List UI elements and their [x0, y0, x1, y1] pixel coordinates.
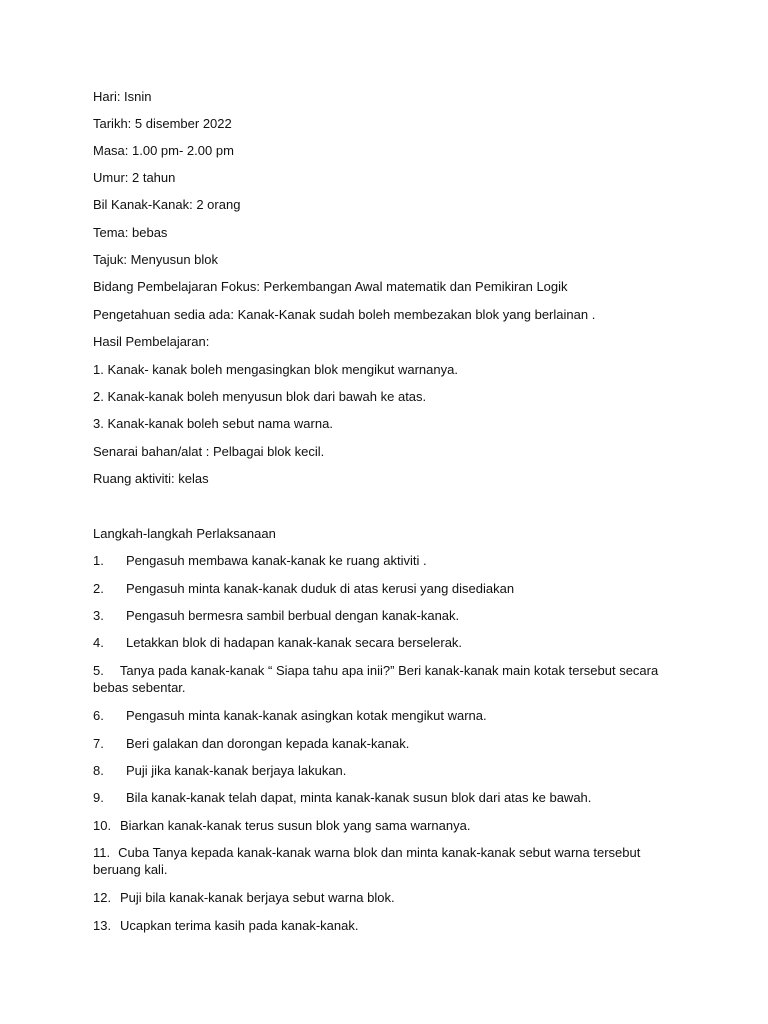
steps-heading: Langkah-langkah Perlaksanaan — [93, 526, 276, 541]
learning-outcomes-heading: Hasil Pembelajaran: — [93, 334, 210, 349]
theme-line: Tema: bebas — [93, 225, 168, 240]
step-item — [93, 707, 487, 724]
step-number: 2. — [93, 581, 104, 596]
step-item — [93, 607, 459, 624]
step-number: 10. — [93, 818, 112, 833]
step-text: Tanya pada kanak-kanak “ Siapa tahu apa inii?” Beri kanak-kanak main kotak tersebut secara bebas sebentar. — [93, 663, 659, 695]
step-number: 13. — [93, 918, 112, 933]
children-count-line: Bil Kanak-Kanak: 2 orang — [93, 197, 241, 212]
step-text: Pengasuh minta kanak-kanak asingkan kotak mengikut warna. — [126, 708, 487, 723]
activity-space-line: Ruang aktiviti: kelas — [93, 471, 209, 486]
step-item — [93, 889, 395, 906]
time-line: Masa: 1.00 pm- 2.00 pm — [93, 143, 234, 158]
step-text: Biarkan kanak-kanak terus susun blok yang sama warnanya. — [120, 818, 471, 833]
step-number: 9. — [93, 790, 104, 805]
step-item — [93, 762, 346, 779]
learning-outcome-item: 3. Kanak-kanak boleh sebut nama warna. — [93, 416, 333, 431]
step-text: Bila kanak-kanak telah dapat, minta kanak-kanak susun blok dari atas ke bawah. — [126, 790, 592, 805]
step-text: Puji bila kanak-kanak berjaya sebut warna blok. — [120, 890, 395, 905]
step-text: Ucapkan terima kasih pada kanak-kanak. — [120, 918, 359, 933]
step-number: 4. — [93, 635, 104, 650]
date-line: Tarikh: 5 disember 2022 — [93, 116, 232, 131]
step-number: 5. — [93, 663, 104, 678]
step-item — [93, 662, 673, 696]
step-text: Pengasuh bermesra sambil berbual dengan kanak-kanak. — [126, 608, 460, 623]
step-number: 3. — [93, 608, 104, 623]
day-line: Hari: Isnin — [93, 89, 152, 104]
age-line: Umur: 2 tahun — [93, 170, 176, 185]
step-text: Letakkan blok di hadapan kanak-kanak secara berselerak. — [126, 635, 463, 650]
step-item — [93, 580, 514, 597]
learning-outcome-item: 2. Kanak-kanak boleh menyusun blok dari bawah ke atas. — [93, 389, 427, 404]
step-item — [93, 735, 409, 752]
learning-outcome-item: 1. Kanak- kanak boleh mengasingkan blok mengikut warnanya. — [93, 362, 458, 377]
step-item — [93, 634, 462, 651]
materials-line: Senarai bahan/alat : Pelbagai blok kecil. — [93, 444, 325, 459]
step-number: 7. — [93, 736, 104, 751]
step-text: Pengasuh membawa kanak-kanak ke ruang aktiviti . — [126, 553, 427, 568]
step-number: 1. — [93, 553, 104, 568]
step-number: 12. — [93, 890, 112, 905]
step-text: Pengasuh minta kanak-kanak duduk di atas kerusi yang disediakan — [126, 581, 515, 596]
step-item — [93, 552, 427, 569]
step-number: 6. — [93, 708, 104, 723]
step-number: 11. — [93, 845, 111, 860]
step-item — [93, 844, 673, 878]
step-item — [93, 817, 470, 834]
step-number: 8. — [93, 763, 104, 778]
step-item — [93, 917, 358, 934]
step-text: Cuba Tanya kepada kanak-kanak warna blok dan minta kanak-kanak sebut warna tersebut beruang kali. — [93, 845, 641, 877]
step-item — [93, 789, 591, 806]
step-text: Puji jika kanak-kanak berjaya lakukan. — [126, 763, 347, 778]
focus-area-line: Bidang Pembelajaran Fokus: Perkembangan Awal matematik dan Pemikiran Logik — [93, 279, 568, 294]
prior-knowledge-line: Pengetahuan sedia ada: Kanak-Kanak sudah boleh membezakan blok yang berlainan . — [93, 307, 596, 322]
step-text: Beri galakan dan dorongan kepada kanak-kanak. — [126, 736, 410, 751]
title-line: Tajuk: Menyusun blok — [93, 252, 219, 267]
